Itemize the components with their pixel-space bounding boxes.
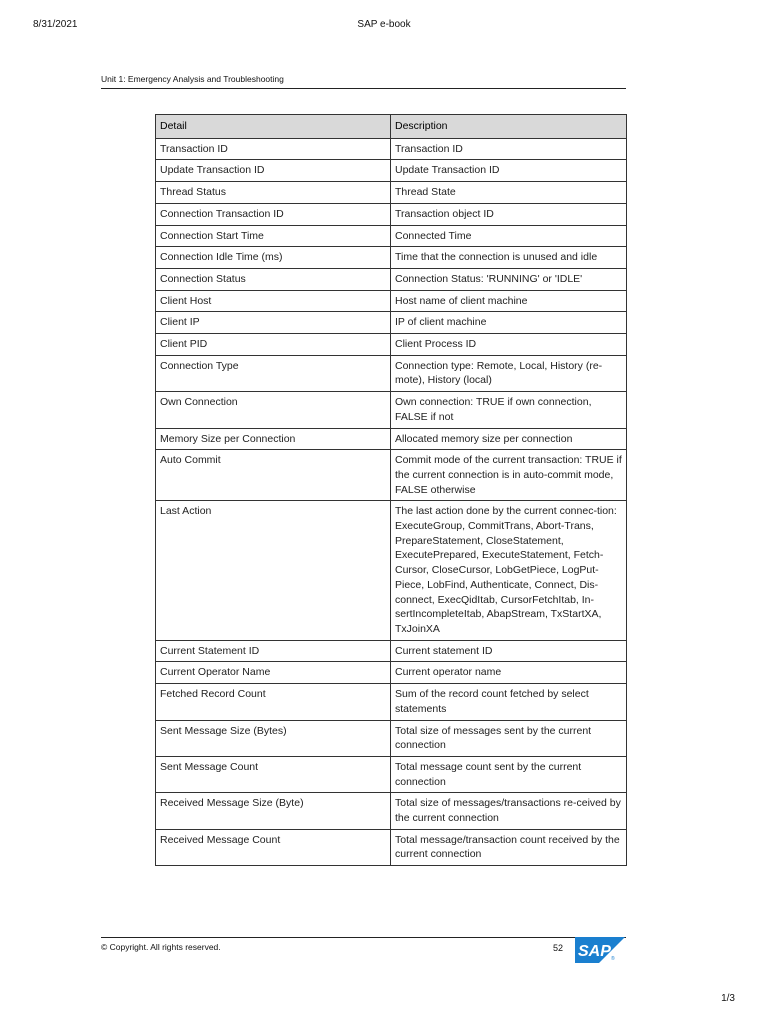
table-header-row bbox=[156, 115, 627, 139]
table-row bbox=[156, 268, 627, 290]
unit-header: Unit 1: Emergency Analysis and Troubleshooting bbox=[101, 74, 626, 89]
description-cell: Total size of messages/transactions re-ceived by the current connection bbox=[391, 793, 627, 829]
table-row bbox=[156, 138, 627, 160]
table-row bbox=[156, 684, 627, 720]
detail-table bbox=[155, 114, 627, 866]
footer-divider bbox=[101, 937, 626, 938]
detail-cell: Thread Status bbox=[156, 182, 391, 204]
detail-cell: Client Host bbox=[156, 290, 391, 312]
description-cell: Commit mode of the current transaction: TRUE if the current connection is in auto-commit mode, FALSE otherwise bbox=[391, 450, 627, 501]
sap-logo bbox=[575, 937, 625, 963]
detail-cell: Connection Type bbox=[156, 355, 391, 391]
description-cell: Current operator name bbox=[391, 662, 627, 684]
column-header-description: Description bbox=[391, 115, 627, 139]
table-row bbox=[156, 355, 627, 391]
svg-text:®: ® bbox=[611, 956, 615, 962]
print-title: SAP e-book bbox=[357, 19, 411, 30]
detail-cell: Update Transaction ID bbox=[156, 160, 391, 182]
table-row bbox=[156, 501, 627, 640]
detail-cell: Current Statement ID bbox=[156, 640, 391, 662]
detail-cell: Sent Message Count bbox=[156, 756, 391, 792]
table-row bbox=[156, 225, 627, 247]
table-row bbox=[156, 160, 627, 182]
page-number: 52 bbox=[553, 943, 564, 953]
description-cell: Total message count sent by the current connection bbox=[391, 756, 627, 792]
detail-cell: Last Action bbox=[156, 501, 391, 640]
print-date: 8/31/2021 bbox=[33, 19, 78, 30]
detail-cell: Transaction ID bbox=[156, 138, 391, 160]
table-row bbox=[156, 334, 627, 356]
detail-cell: Connection Start Time bbox=[156, 225, 391, 247]
detail-cell: Client IP bbox=[156, 312, 391, 334]
detail-cell: Connection Transaction ID bbox=[156, 203, 391, 225]
table-row bbox=[156, 428, 627, 450]
description-cell: IP of client machine bbox=[391, 312, 627, 334]
description-cell: Total message/transaction count received by the current connection bbox=[391, 829, 627, 865]
description-cell: Time that the connection is unused and idle bbox=[391, 247, 627, 269]
description-cell: Transaction object ID bbox=[391, 203, 627, 225]
description-cell: Transaction ID bbox=[391, 138, 627, 160]
copyright: © Copyright. All rights reserved. bbox=[101, 942, 221, 952]
table-row bbox=[156, 720, 627, 756]
description-cell: Connection Status: 'RUNNING' or 'IDLE' bbox=[391, 268, 627, 290]
detail-cell: Client PID bbox=[156, 334, 391, 356]
detail-cell: Memory Size per Connection bbox=[156, 428, 391, 450]
table-row bbox=[156, 793, 627, 829]
column-header-detail: Detail bbox=[156, 115, 391, 139]
description-cell: Thread State bbox=[391, 182, 627, 204]
detail-cell: Received Message Count bbox=[156, 829, 391, 865]
detail-cell: Fetched Record Count bbox=[156, 684, 391, 720]
detail-cell: Connection Status bbox=[156, 268, 391, 290]
description-cell: Connection type: Remote, Local, History (re-mote), History (local) bbox=[391, 355, 627, 391]
detail-cell: Current Operator Name bbox=[156, 662, 391, 684]
detail-cell: Auto Commit bbox=[156, 450, 391, 501]
table-row bbox=[156, 203, 627, 225]
sap-logo-text: SAP bbox=[578, 943, 611, 960]
description-cell: Own connection: TRUE if own connection, FALSE if not bbox=[391, 392, 627, 428]
table-row bbox=[156, 756, 627, 792]
table-row bbox=[156, 247, 627, 269]
table-row bbox=[156, 829, 627, 865]
table-row bbox=[156, 392, 627, 428]
table-row bbox=[156, 450, 627, 501]
description-cell: Host name of client machine bbox=[391, 290, 627, 312]
detail-cell: Own Connection bbox=[156, 392, 391, 428]
table-row bbox=[156, 312, 627, 334]
description-cell: Client Process ID bbox=[391, 334, 627, 356]
description-cell: Update Transaction ID bbox=[391, 160, 627, 182]
detail-cell: Sent Message Size (Bytes) bbox=[156, 720, 391, 756]
table-row bbox=[156, 290, 627, 312]
description-cell: Total size of messages sent by the current connection bbox=[391, 720, 627, 756]
description-cell: Sum of the record count fetched by select statements bbox=[391, 684, 627, 720]
description-cell: Current statement ID bbox=[391, 640, 627, 662]
table-row bbox=[156, 640, 627, 662]
description-cell: Connected Time bbox=[391, 225, 627, 247]
description-cell: The last action done by the current connec-tion: ExecuteGroup, CommitTrans, Abort-Trans, PrepareStatement, CloseStatement, ExecutePrepared, ExecuteStatement, Fetch-Cursor, CloseCursor, LobGetPiece, LogPut-Piece, LobFind, Authenticate, Connect, Dis-connect, ExecQidItab, CursorFetchItab, In-sertIncompleteItab, AbapStream, TxStartXA, TxJoinXA bbox=[391, 501, 627, 640]
table-body bbox=[156, 138, 627, 865]
print-page-indicator: 1/3 bbox=[721, 993, 735, 1004]
table-row bbox=[156, 662, 627, 684]
table-row bbox=[156, 182, 627, 204]
description-cell: Allocated memory size per connection bbox=[391, 428, 627, 450]
detail-cell: Connection Idle Time (ms) bbox=[156, 247, 391, 269]
detail-cell: Received Message Size (Byte) bbox=[156, 793, 391, 829]
